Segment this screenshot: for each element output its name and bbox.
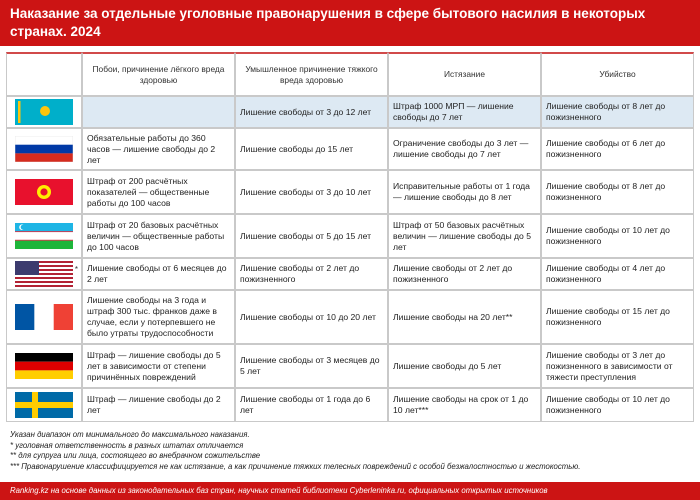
kyrgyzstan-flag-icon	[15, 179, 73, 205]
footnote-1: * уголовная ответственность в разных штатах отличается	[10, 440, 244, 450]
header-grievous-harm: Умышленное причинение тяжкого вреда здоровью	[235, 52, 388, 96]
table-cell: Лишение свободы от 3 лет до пожизненного в зависимости от тяжести преступления	[541, 344, 694, 388]
flag-cell	[6, 344, 82, 388]
flag-cell	[6, 258, 82, 290]
table-cell: Лишение свободы от 8 лет до пожизненного	[541, 170, 694, 214]
table-row	[6, 344, 694, 388]
table-cell: Лишение свободы от 5 до 15 лет	[235, 214, 388, 258]
table-cell: Лишение свободы от 10 до 20 лет	[235, 290, 388, 344]
table-cell: Лишение свободы от 2 лет до пожизненного	[388, 258, 541, 290]
footnotes	[10, 430, 690, 472]
table-cell: Штраф от 20 базовых расчётных величин — общественные работы до 100 часов	[82, 214, 235, 258]
table-cell: Лишение свободы от 6 лет до пожизненного	[541, 128, 694, 170]
table-row	[6, 214, 694, 258]
usa-flag-icon	[15, 261, 73, 287]
table-cell: Лишение свободы на 20 лет**	[388, 290, 541, 344]
table-cell: Штраф — лишение свободы до 2 лет	[82, 388, 235, 422]
table-cell: Лишение свободы от 3 месяцев до 5 лет	[235, 344, 388, 388]
table-row	[6, 96, 694, 128]
page-title: Наказание за отдельные уголовные правонарушения в сфере бытового насилия в некоторых странах. 2024	[0, 0, 700, 46]
source-bar: Ranking.kz на основе данных из законодательных баз стран, научных статей библиотеки Cyberleninka.ru, официальных открытых источников	[0, 482, 700, 500]
table-cell	[82, 96, 235, 128]
footnote-2: ** для супруга или лица, состоящего во внебрачном сожительстве	[10, 451, 261, 460]
table-cell: Лишение свободы от 10 лет до пожизненного	[541, 214, 694, 258]
penalty-table	[6, 52, 694, 422]
table-row	[6, 170, 694, 214]
table-cell: Лишение свободы до 5 лет	[388, 344, 541, 388]
table-cell: Лишение свободы от 3 до 10 лет	[235, 170, 388, 214]
kazakhstan-flag-icon	[15, 99, 73, 125]
table-row	[6, 388, 694, 422]
flag-cell	[6, 388, 82, 422]
footnote-range: Указан диапазон от минимального до максимального наказания.	[10, 430, 250, 439]
table-cell: Обязательные работы до 360 часов — лишение свободы до 2 лет	[82, 128, 235, 170]
header-murder: Убийство	[541, 52, 694, 96]
table-cell: Лишение свободы до 15 лет	[235, 128, 388, 170]
table-cell: Лишение свободы от 4 лет до пожизненного	[541, 258, 694, 290]
france-flag-icon	[15, 304, 73, 330]
table-cell: Лишение свободы от 10 лет до пожизненного	[541, 388, 694, 422]
header-row	[6, 52, 694, 96]
table-cell: Лишение свободы на 3 года и штраф 300 тыс. франков даже в случае, если у потерпевшего не было утраты трудоспособности	[82, 290, 235, 344]
header-flag-cell	[6, 52, 82, 96]
table-row	[6, 258, 694, 290]
germany-flag-icon	[15, 353, 73, 379]
flag-cell	[6, 170, 82, 214]
russia-flag-icon	[15, 136, 73, 162]
table-row	[6, 290, 694, 344]
table-cell: Лишение свободы на срок от 1 до 10 лет***	[388, 388, 541, 422]
table-cell: Лишение свободы от 8 лет до пожизненного	[541, 96, 694, 128]
usa-footnote-mark: *	[74, 265, 78, 274]
table-cell: Лишение свободы от 15 лет до пожизненного	[541, 290, 694, 344]
penalty-table-wrap	[6, 52, 694, 424]
table-cell: Лишение свободы от 3 до 12 лет	[235, 96, 388, 128]
flag-cell	[6, 290, 82, 344]
header-torture: Истязание	[388, 52, 541, 96]
footnote-3: *** Правонарушение классифицируется не как истязание, а как причинение тяжких телесных повреждений с особой безжалостностью и жестокостью.	[10, 461, 581, 471]
table-cell: Штраф от 50 базовых расчётных величин — лишение свободы до 5 лет	[388, 214, 541, 258]
flag-cell	[6, 96, 82, 128]
table-cell: Лишение свободы от 6 месяцев до 2 лет	[82, 258, 235, 290]
table-cell: Ограничение свободы до 3 лет — лишение свободы до 7 лет	[388, 128, 541, 170]
flag-cell	[6, 214, 82, 258]
flag-cell	[6, 128, 82, 170]
table-cell: Исправительные работы от 1 года — лишение свободы до 8 лет	[388, 170, 541, 214]
table-cell: Штраф — лишение свободы до 5 лет в зависимости от степени причинённых повреждений	[82, 344, 235, 388]
table-cell: Штраф 1000 МРП — лишение свободы до 7 лет	[388, 96, 541, 128]
uzbekistan-flag-icon	[15, 223, 73, 249]
sweden-flag-icon	[15, 392, 73, 418]
header-beating: Побои, причинение лёгкого вреда здоровью	[82, 52, 235, 96]
table-row	[6, 128, 694, 170]
table-cell: Штраф от 200 расчётных показателей — общественные работы до 100 часов	[82, 170, 235, 214]
table-cell: Лишение свободы от 2 лет до пожизненного	[235, 258, 388, 290]
table-cell: Лишение свободы от 1 года до 6 лет	[235, 388, 388, 422]
